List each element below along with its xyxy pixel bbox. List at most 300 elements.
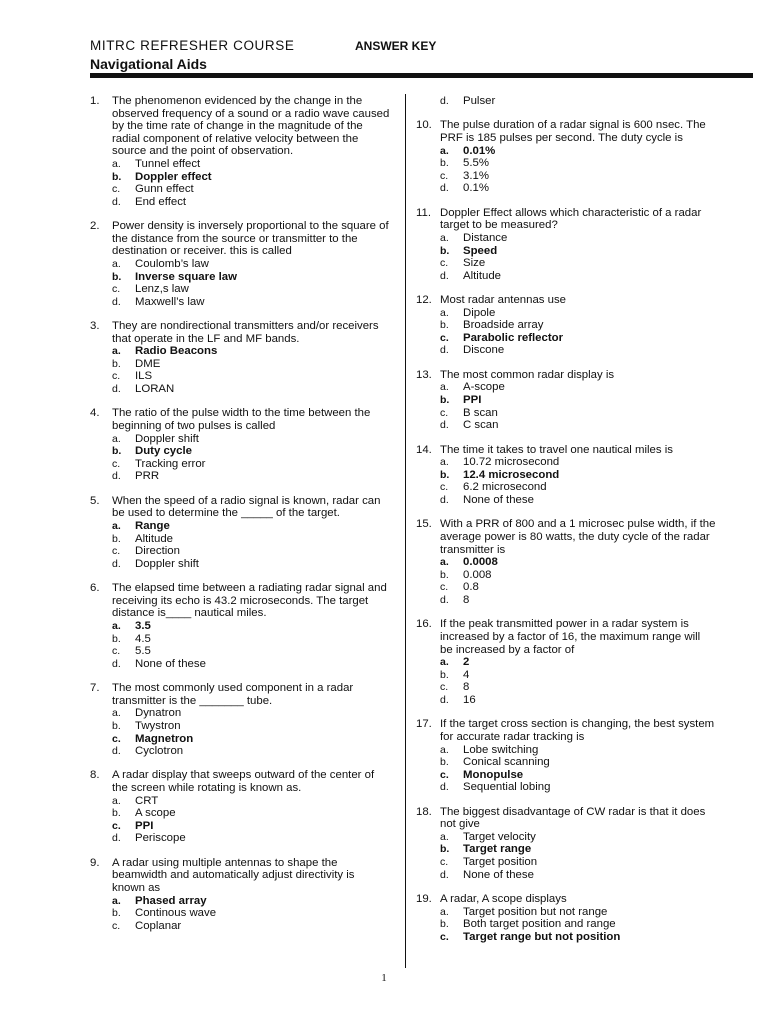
question-text: Doppler Effect allows which characteristic of a radar target to be measured? — [440, 206, 702, 232]
option-letter: c. — [440, 169, 449, 182]
option — [112, 645, 390, 658]
option-text: Coplanar — [135, 919, 182, 932]
option — [112, 296, 390, 309]
option-letter: d. — [112, 657, 121, 670]
option-letter: c. — [112, 645, 121, 658]
option-letter: a. — [440, 231, 449, 244]
question — [416, 119, 716, 195]
question-number: 3. — [90, 320, 100, 333]
question — [416, 718, 716, 794]
option-text: Size — [463, 257, 486, 270]
option-letter: a. — [112, 520, 121, 532]
option-text: Doppler shift — [135, 557, 199, 570]
option — [440, 170, 716, 183]
option-letter: d. — [440, 95, 449, 107]
option — [440, 257, 716, 270]
option-letter: a. — [112, 345, 121, 358]
correct-option — [440, 843, 716, 856]
correct-option — [440, 931, 716, 944]
option-letter: b. — [112, 357, 121, 370]
question-number: 9. — [90, 856, 100, 869]
option-text: Continous wave — [135, 907, 217, 920]
option — [440, 494, 716, 507]
question-text: The pulse duration of a radar signal is 600 nsec. The PRF is 185 pulses per second. The duty cycle is — [440, 119, 706, 144]
option — [112, 433, 390, 446]
option-text: None of these — [463, 868, 534, 881]
option-letter: d. — [440, 269, 449, 282]
option-letter: a. — [440, 905, 449, 918]
option — [112, 158, 390, 171]
option-text: Target velocity — [463, 830, 536, 843]
option-text: Periscope — [135, 832, 186, 845]
option — [440, 756, 716, 769]
option — [112, 458, 390, 471]
option-list — [112, 258, 390, 308]
correct-option — [112, 171, 390, 184]
option — [440, 581, 716, 594]
question-text: A radar using multiple antennas to shape the beamwidth and automatically adjust directivity is known as — [112, 856, 355, 895]
option — [440, 232, 716, 245]
option-text: B scan — [463, 406, 498, 419]
option — [112, 383, 390, 396]
question-text: The most common radar display is — [440, 368, 615, 381]
question — [416, 893, 716, 943]
option-letter: c. — [440, 331, 449, 344]
right-column — [416, 95, 716, 955]
question-number: 14. — [416, 443, 432, 456]
option — [112, 470, 390, 483]
option-letter: a. — [112, 432, 121, 445]
option-letter: b. — [112, 807, 121, 820]
option-letter: b. — [440, 756, 449, 769]
option-list — [440, 307, 716, 357]
option-letter: d. — [112, 195, 121, 208]
correct-option — [440, 556, 716, 569]
question-text: The ratio of the pulse width to the time between the beginning of two pulses is called — [112, 407, 371, 433]
option-list — [440, 556, 716, 606]
option — [112, 920, 390, 933]
option — [112, 196, 390, 209]
option-text: None of these — [463, 494, 534, 507]
option-list — [440, 456, 716, 506]
option-text: Target range — [463, 843, 532, 856]
option-letter: b. — [440, 668, 449, 681]
option-letter: d. — [440, 693, 449, 706]
option — [112, 795, 390, 808]
question-number: 19. — [416, 893, 432, 906]
option — [440, 182, 716, 195]
question-number: 18. — [416, 805, 432, 818]
option-letter: d. — [112, 295, 121, 308]
question-number: 1. — [90, 95, 100, 107]
option-text: 0.008 — [463, 568, 492, 581]
option — [112, 745, 390, 758]
question — [90, 407, 390, 483]
option-text: 5.5% — [463, 157, 489, 170]
option-letter: c. — [112, 819, 121, 832]
option-letter: d. — [440, 781, 449, 794]
question-text: A radar, A scope displays — [440, 893, 567, 906]
option-list — [112, 707, 390, 757]
option-list — [440, 831, 716, 881]
option-letter: d. — [440, 344, 449, 357]
option-text: PPI — [135, 819, 154, 832]
option-letter: b. — [112, 170, 122, 183]
option-text: 5.5 — [135, 645, 151, 658]
correct-option — [112, 520, 390, 533]
option-text: 4 — [463, 668, 470, 681]
option-text: Sequential lobing — [463, 781, 551, 794]
option-text: Maxwell’s law — [135, 295, 205, 308]
option-text: Dynatron — [135, 707, 182, 720]
question-number: 12. — [416, 294, 432, 307]
correct-option — [112, 620, 390, 633]
option-list — [112, 620, 390, 670]
question — [90, 857, 390, 933]
option — [112, 258, 390, 271]
continued-option — [416, 95, 716, 108]
option-letter: a. — [440, 830, 449, 843]
option-text: Both target position and range — [463, 918, 616, 931]
option-text: Pulser — [463, 95, 496, 107]
option — [440, 319, 716, 332]
option-text: C scan — [463, 419, 499, 432]
option-text: 16 — [463, 693, 476, 706]
option-letter: c. — [440, 406, 449, 419]
correct-option — [112, 820, 390, 833]
question-number: 2. — [90, 220, 100, 233]
option-letter: c. — [112, 457, 121, 470]
option — [112, 658, 390, 671]
option — [440, 419, 716, 432]
option-text: None of these — [135, 657, 206, 670]
option-list — [112, 345, 390, 395]
option-text: Range — [135, 520, 170, 532]
option-text: Parabolic reflector — [463, 331, 564, 344]
question-number: 17. — [416, 718, 432, 731]
option — [440, 381, 716, 394]
option-letter: a. — [112, 619, 121, 632]
option — [440, 856, 716, 869]
option — [440, 307, 716, 320]
option-letter: b. — [112, 532, 121, 545]
question-number: 5. — [90, 494, 100, 507]
option-text: 12.4 microsecond — [463, 468, 560, 481]
option-text: Lobe switching — [463, 743, 539, 756]
option-letter: c. — [440, 257, 449, 270]
option-letter: b. — [112, 445, 122, 458]
option-text: Distance — [463, 231, 508, 244]
question-number: 6. — [90, 582, 100, 595]
question-number: 8. — [90, 769, 100, 782]
option-text: 3.1% — [463, 169, 489, 182]
question-text: The most commonly used component in a radar transmitter is the _______ tube. — [112, 682, 354, 707]
option — [440, 270, 716, 283]
correct-option — [440, 469, 716, 482]
option — [440, 694, 716, 707]
question-text: The time it takes to travel one nautical miles is — [440, 443, 673, 456]
option-letter: c. — [440, 681, 449, 694]
option-letter: a. — [112, 794, 121, 807]
question — [90, 682, 390, 758]
option-text: Tracking error — [135, 457, 206, 470]
option-list — [440, 656, 716, 706]
option — [440, 781, 716, 794]
question — [416, 444, 716, 507]
option-text: Discone — [463, 344, 505, 357]
correct-option — [112, 271, 390, 284]
question-number: 13. — [416, 368, 432, 381]
option-text: Coulomb’s law — [135, 257, 209, 270]
option-letter: b. — [440, 918, 449, 931]
option-text: ILS — [135, 370, 153, 383]
option — [112, 633, 390, 646]
correct-option — [112, 345, 390, 358]
option — [112, 183, 390, 196]
option-text: Twystron — [135, 719, 181, 732]
option-letter: c. — [112, 545, 121, 558]
option — [112, 283, 390, 296]
option-text: Duty cycle — [135, 445, 192, 458]
option-letter: a. — [112, 257, 121, 270]
header-rule — [90, 73, 753, 78]
option-letter: c. — [440, 930, 449, 943]
option — [440, 918, 716, 931]
option-text: Tunnel effect — [135, 157, 201, 170]
option-letter: c. — [440, 768, 449, 781]
option-text: 10.72 microsecond — [463, 456, 560, 469]
option — [440, 456, 716, 469]
question — [90, 220, 390, 308]
question-text: If the peak transmitted power in a radar system is increased by a factor of 16, the maximum range will be increased by a factor of — [440, 618, 701, 656]
option-letter: d. — [112, 383, 121, 396]
question — [90, 95, 390, 208]
option-text: Broadside array — [463, 319, 544, 332]
option-letter: b. — [112, 632, 121, 645]
option — [112, 907, 390, 920]
option-letter: c. — [112, 283, 121, 296]
question — [416, 806, 716, 882]
option-text: Gunn effect — [135, 183, 194, 196]
option-letter: a. — [440, 381, 449, 394]
correct-option — [112, 445, 390, 458]
option-letter: d. — [440, 182, 449, 195]
option-letter: d. — [112, 832, 121, 845]
question-text: The elapsed time between a radiating radar signal and receiving its echo is 43.2 microseconds. The target distance is____ nautical miles. — [112, 582, 387, 620]
option — [440, 681, 716, 694]
option-letter: a. — [112, 894, 121, 907]
option-letter: d. — [440, 868, 449, 881]
correct-option — [112, 895, 390, 908]
question-number: 10. — [416, 119, 432, 132]
course-title: MITRC REFRESHER COURSE — [90, 38, 295, 53]
option-text: CRT — [135, 794, 159, 807]
option-list — [440, 744, 716, 794]
correct-option — [440, 245, 716, 258]
option-text: 8 — [463, 593, 470, 606]
question — [90, 769, 390, 845]
option-letter: c. — [440, 856, 449, 869]
correct-option — [440, 769, 716, 782]
option-letter: b. — [112, 719, 121, 732]
option-letter: d. — [440, 593, 449, 606]
option-text: 3.5 — [135, 619, 151, 632]
option — [112, 370, 390, 383]
question — [416, 369, 716, 432]
option-text: Dipole — [463, 306, 496, 319]
question — [90, 320, 390, 396]
option — [112, 720, 390, 733]
option — [112, 832, 390, 845]
option-letter: c. — [112, 732, 121, 745]
option-text: 2 — [463, 656, 470, 669]
option-list — [112, 158, 390, 208]
option-text: Target position but not range — [463, 905, 608, 918]
option-letter: a. — [112, 707, 121, 720]
left-column — [90, 95, 390, 944]
option-text: 0.0008 — [463, 556, 498, 569]
option-letter: d. — [440, 494, 449, 507]
correct-option — [440, 145, 716, 158]
option-text: Altitude — [463, 269, 501, 282]
option-text: 4.5 — [135, 632, 151, 645]
option — [112, 558, 390, 571]
question-text: If the target cross section is changing, the best system for accurate radar tracking is — [440, 718, 715, 743]
page-subtitle: Navigational Aids — [90, 56, 207, 72]
option-letter: b. — [440, 843, 450, 856]
correct-option — [440, 656, 716, 669]
question — [90, 495, 390, 571]
option-text: LORAN — [135, 383, 175, 396]
option — [112, 545, 390, 558]
option-text: Target range but not position — [463, 930, 621, 943]
question-text: A radar display that sweeps outward of the center of the screen while rotating is known as. — [112, 769, 375, 795]
option-letter: d. — [112, 557, 121, 570]
option-letter: c. — [440, 481, 449, 494]
option-letter: b. — [440, 319, 449, 332]
option-text: A scope — [135, 807, 176, 820]
option-text: Conical scanning — [463, 756, 550, 769]
option-list — [112, 895, 390, 933]
option-text: 0.01% — [463, 144, 496, 157]
option-text: 8 — [463, 681, 470, 694]
column-divider — [405, 94, 406, 968]
option-text: 6.2 microsecond — [463, 481, 547, 494]
option — [440, 869, 716, 882]
question — [416, 294, 716, 357]
option — [440, 407, 716, 420]
option — [440, 569, 716, 582]
option-text: Target position — [463, 856, 538, 869]
question — [416, 207, 716, 283]
option-text: 0.8 — [463, 581, 479, 594]
option — [440, 831, 716, 844]
option — [112, 807, 390, 820]
question-text: The biggest disadvantage of CW radar is that it does not give — [440, 805, 706, 831]
option — [440, 744, 716, 757]
option-text: Speed — [463, 244, 498, 257]
option-letter: c. — [112, 183, 121, 196]
option-list — [112, 795, 390, 845]
option — [440, 157, 716, 170]
option-text: Inverse square law — [135, 270, 237, 283]
question-text: They are nondirectional transmitters and/or receivers that operate in the LF and MF bands. — [112, 320, 379, 345]
option-letter: d. — [112, 470, 121, 483]
option-letter: c. — [112, 370, 121, 383]
question-number: 16. — [416, 618, 432, 631]
option — [112, 358, 390, 371]
correct-option — [440, 332, 716, 345]
option — [112, 707, 390, 720]
option-letter: a. — [440, 743, 449, 756]
question-text: When the speed of a radio signal is known, radar can be used to determine the _____ of the target. — [112, 494, 381, 520]
page-number: 1 — [381, 972, 387, 984]
question-text: Power density is inversely proportional to the square of the distance from the source or transmitter to the destination or receiver. this is called — [112, 220, 389, 258]
right-question-list — [416, 119, 716, 943]
question-text: The phenomenon evidenced by the change in the observed frequency of a sound or a radio wave caused by the time rate of change in the magnitude of the radial component of relative velocity between the source and the point of observation. — [112, 95, 390, 158]
option — [440, 906, 716, 919]
option-list — [112, 520, 390, 570]
question-text: Most radar antennas use — [440, 294, 567, 307]
option-letter: d. — [440, 419, 449, 432]
option-text: Monopulse — [463, 768, 524, 781]
option-text: Lenz,s law — [135, 283, 189, 296]
option — [440, 669, 716, 682]
option-letter: a. — [440, 144, 449, 157]
question — [416, 618, 716, 706]
option-text: Magnetron — [135, 732, 194, 745]
option — [440, 594, 716, 607]
option-list — [440, 906, 716, 944]
question-number: 7. — [90, 682, 100, 695]
option-text: Radio Beacons — [135, 345, 218, 358]
option-text: Doppler shift — [135, 432, 199, 445]
option-letter: a. — [440, 656, 449, 669]
option-text: End effect — [135, 195, 187, 208]
question-number: 4. — [90, 407, 100, 420]
option-letter: b. — [112, 270, 122, 283]
option-list — [440, 145, 716, 195]
question — [90, 582, 390, 670]
option-text: Phased array — [135, 894, 207, 907]
option-text: 0.1% — [463, 182, 489, 195]
option-letter: c. — [112, 919, 121, 932]
option — [112, 533, 390, 546]
option-letter: a. — [440, 456, 449, 469]
option-text: Cyclotron — [135, 745, 184, 758]
option-letter: b. — [440, 394, 450, 407]
option-letter: a. — [440, 306, 449, 319]
option-text: PRR — [135, 470, 160, 483]
option-letter: b. — [440, 157, 449, 170]
option-list — [440, 232, 716, 282]
option-list — [112, 433, 390, 483]
option-letter: b. — [112, 907, 121, 920]
option-letter: a. — [440, 556, 449, 569]
option-letter: b. — [440, 244, 450, 257]
option — [440, 481, 716, 494]
option-letter: c. — [440, 581, 449, 594]
option-text: A-scope — [463, 381, 505, 394]
option-letter: d. — [112, 745, 121, 758]
question-text: With a PRR of 800 and a 1 microsec pulse width, if the average power is 80 watts, the duty cycle of the radar transmitter is — [440, 518, 716, 556]
option-text: Doppler effect — [135, 170, 212, 183]
option-text: Direction — [135, 545, 180, 558]
option-letter: b. — [440, 568, 449, 581]
option-letter: a. — [112, 157, 121, 170]
option-text: DME — [135, 357, 161, 370]
option-text: Altitude — [135, 532, 173, 545]
